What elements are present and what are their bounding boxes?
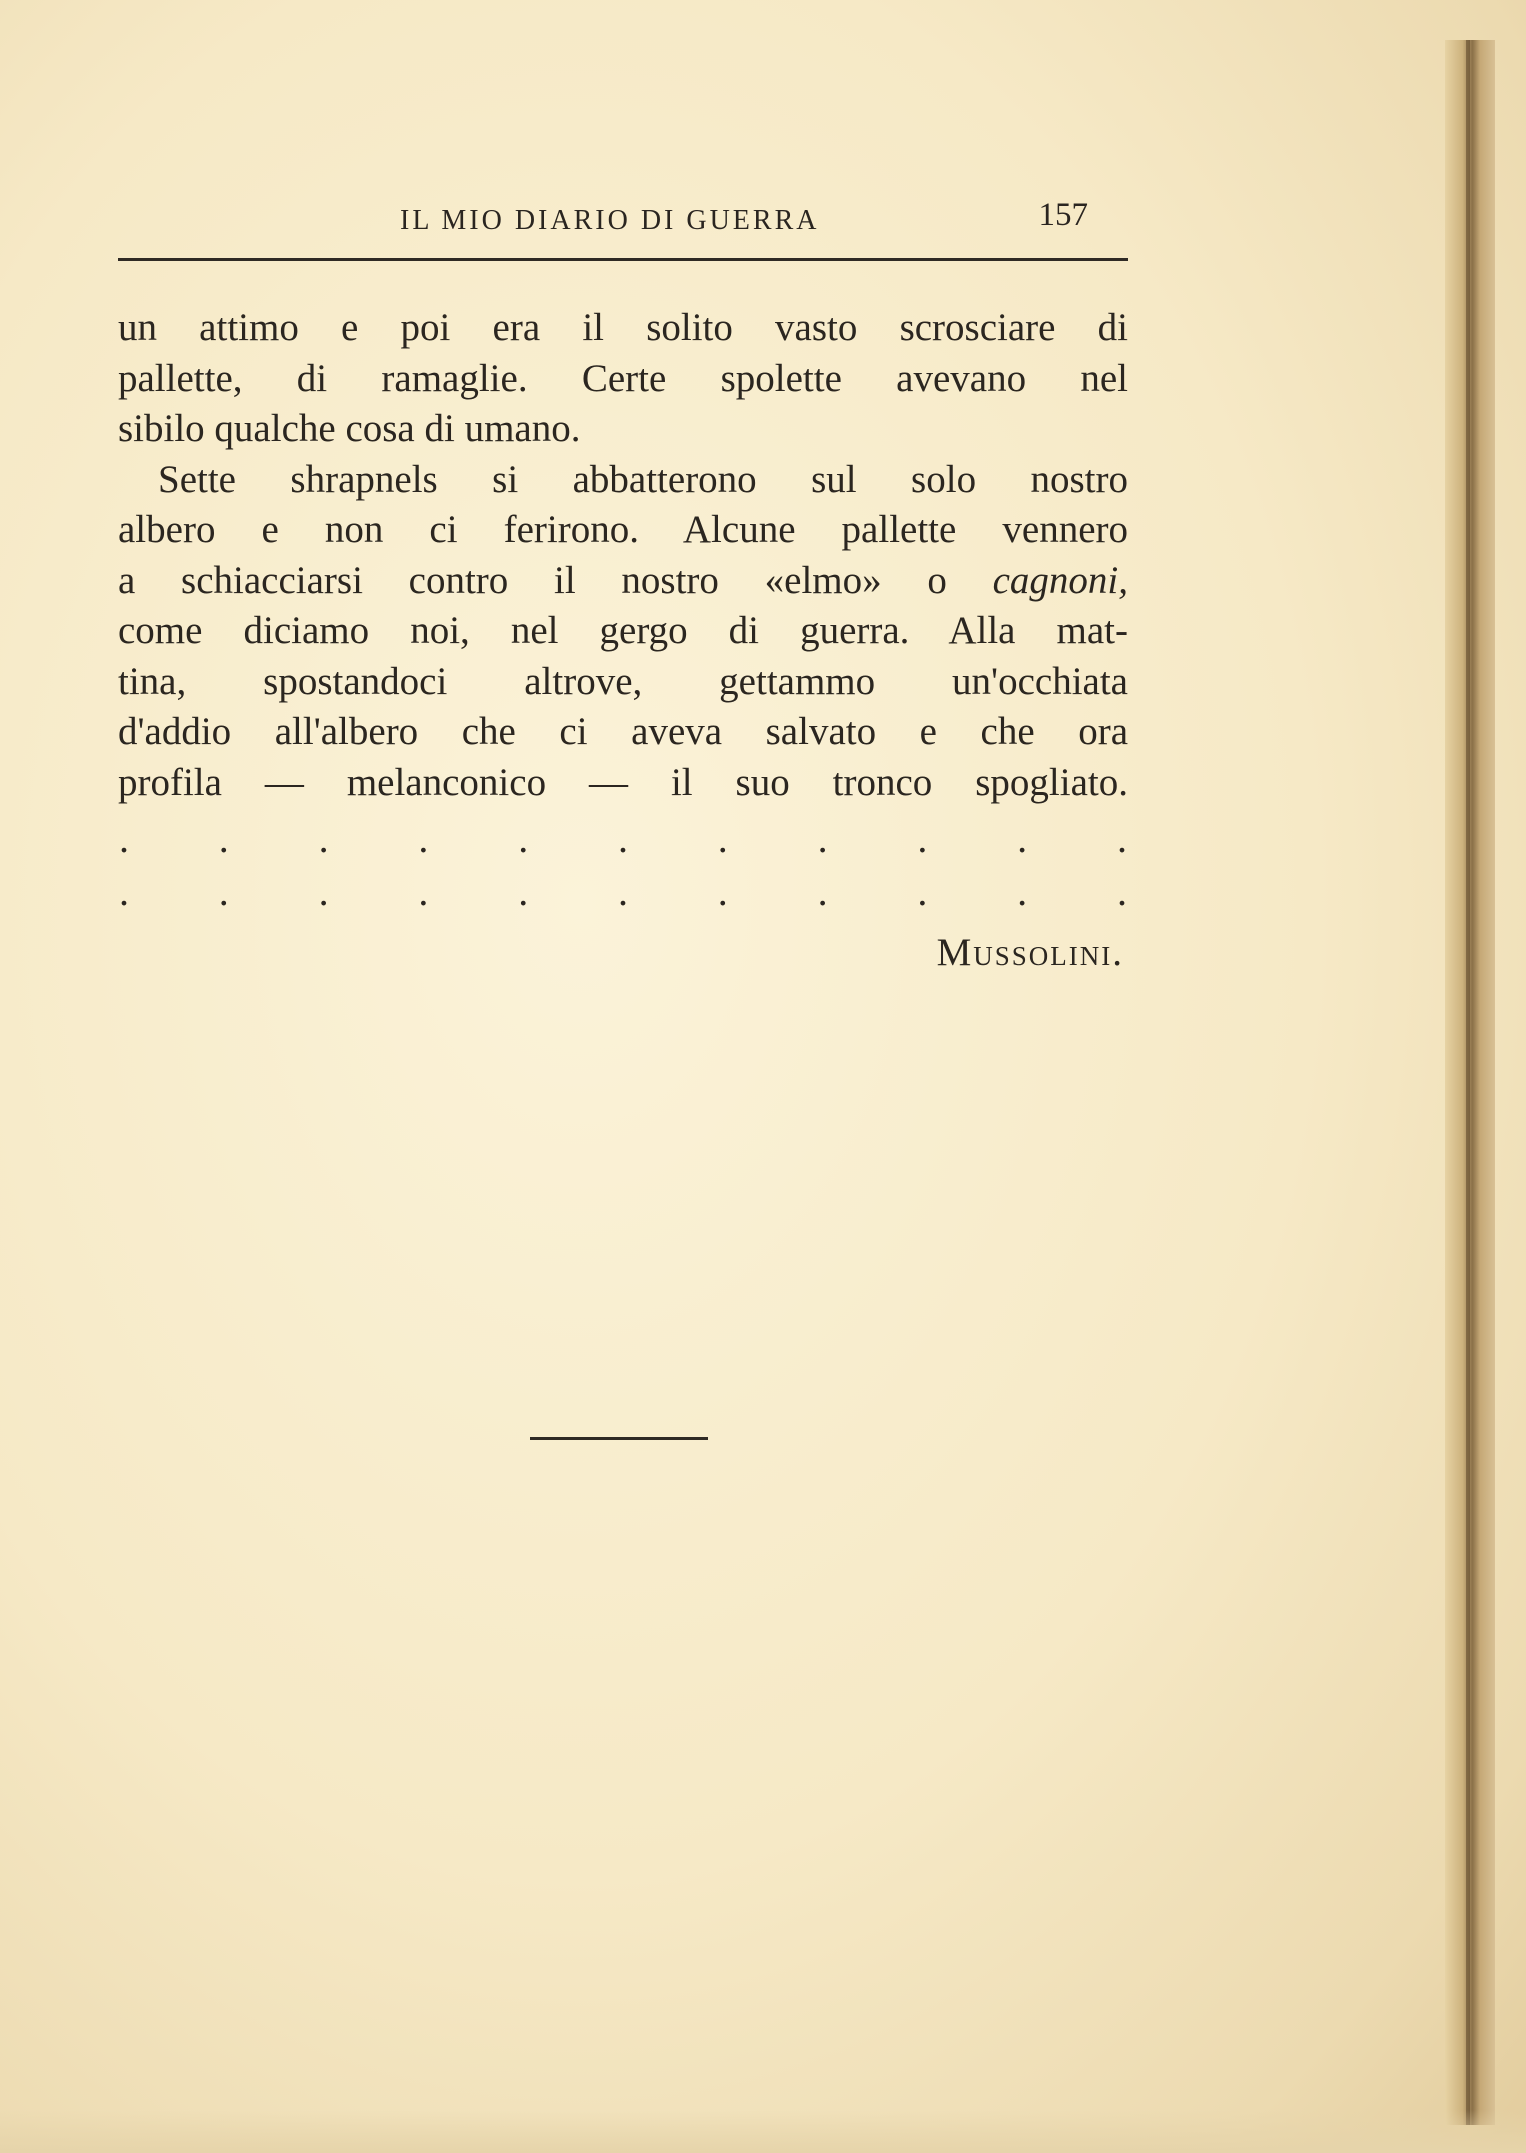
text-line: pallette, di ramaglie. Certe spolette avevano nel — [118, 356, 1128, 400]
ellipsis-dot: . — [1017, 816, 1028, 861]
running-header — [118, 195, 1128, 255]
ellipsis-row-2 — [118, 868, 1128, 915]
body-text — [118, 303, 1128, 808]
text-line: albero e non ci ferirono. Alcune pallette vennero — [118, 508, 1128, 551]
ellipsis-dot: . — [617, 869, 628, 914]
ellipsis-dot: . — [1116, 816, 1127, 861]
bottom-shade — [0, 2110, 1526, 2153]
ellipsis-dot: . — [119, 816, 129, 861]
italic-word: cagnoni, — [992, 558, 1128, 602]
text-line: un attimo e poi era il solito vasto scrosciare di — [118, 306, 1128, 349]
ellipsis-dot: . — [817, 816, 828, 861]
ellipsis-dot: . — [318, 816, 329, 861]
ellipsis-dot: . — [917, 869, 928, 914]
ellipsis-dot: . — [218, 816, 229, 861]
text-line: d'addio all'albero che ci aveva salvato e che ora — [118, 710, 1128, 753]
text-line: tina, spostandoci altrove, gettammo un'occhiata — [118, 659, 1128, 703]
header-rule — [118, 258, 1128, 261]
signature: Mussolini. — [936, 931, 1124, 974]
ellipsis-dot: . — [318, 869, 329, 914]
ellipsis-dot: . — [418, 816, 429, 861]
ellipsis-dot: . — [917, 816, 928, 861]
text-line: come diciamo noi, nel gergo di guerra. Alla mat- — [118, 609, 1128, 652]
ellipsis-row-1 — [118, 815, 1128, 862]
page-edge-line — [1466, 40, 1470, 2125]
ellipsis-dot: . — [518, 816, 529, 861]
page-number: 157 — [1038, 197, 1088, 233]
ellipsis-dot: . — [817, 869, 828, 914]
end-rule — [530, 1437, 708, 1440]
ellipsis-dot: . — [1017, 869, 1028, 914]
ellipsis-dot: . — [617, 816, 628, 861]
text-line-part: a schiacciarsi contro il nostro «elmo» o — [118, 558, 993, 602]
ellipsis-dot: . — [119, 869, 129, 914]
ellipsis-dot: . — [518, 869, 529, 914]
ellipsis-dot: . — [717, 869, 728, 914]
ellipsis-dot: . — [418, 869, 429, 914]
running-title: IL MIO DIARIO DI GUERRA — [400, 205, 820, 236]
ellipsis-dot: . — [717, 816, 728, 861]
text-line — [118, 556, 1128, 607]
ellipsis-dot: . — [1116, 869, 1127, 914]
text-line: profila — melanconico — il suo tronco spogliato. — [118, 760, 1128, 804]
ellipsis-dot: . — [218, 869, 229, 914]
page-edge-shadow — [1445, 40, 1495, 2125]
text-line: Sette shrapnels si abbatterono sul solo nostro — [158, 457, 1128, 501]
text-line: sibilo qualche cosa di umano. — [118, 407, 581, 450]
